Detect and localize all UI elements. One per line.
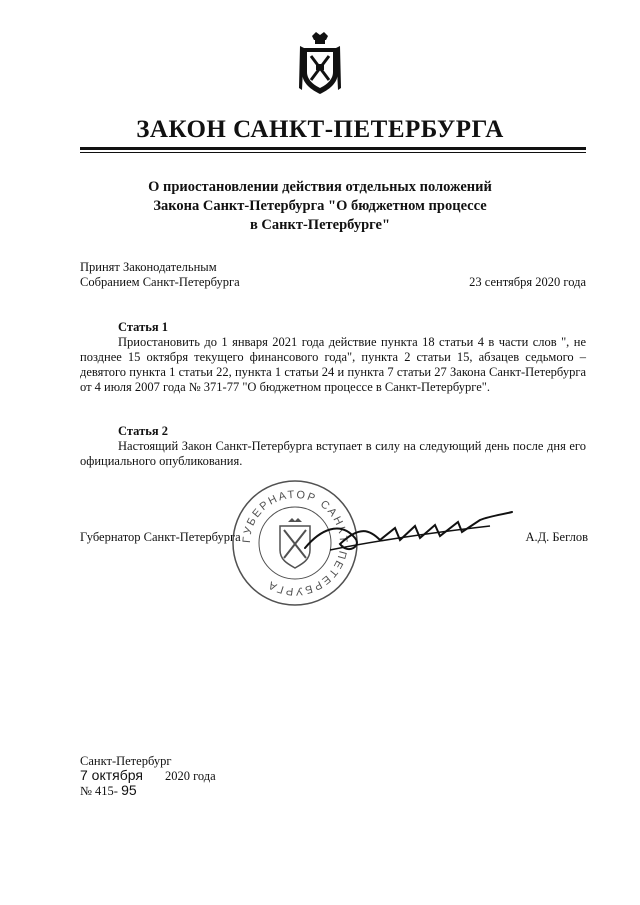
- subject-line: в Санкт-Петербурге": [249, 217, 391, 233]
- article-2-heading: Статья 2: [118, 424, 168, 438]
- adopted-by: [80, 260, 240, 290]
- title-rule-thin: [80, 152, 586, 153]
- signing-place: Санкт-Петербург: [80, 754, 172, 768]
- number-prefix: № 415-: [80, 784, 118, 798]
- article-2-text: Настоящий Закон Санкт-Петербурга вступает в силу на следующий день после дня его официального опубликования.: [80, 439, 586, 468]
- signatory-position: Губернатор Санкт-Петербурга: [80, 530, 241, 544]
- law-title: ЗАКОН САНКТ-ПЕТЕРБУРГА: [136, 116, 504, 143]
- adopted-line: Принят Законодательным: [80, 260, 217, 274]
- article-1-text: Приостановить до 1 января 2021 года действие пункта 18 статьи 4 в части слов ", не позднее 15 октября текущего финансового года", пункта 2 статьи 15, абзацев седьмого – девятого пункта 1 статьи 22, пункта 1 статьи 24 и пункта 7 статьи 27 Закона Санкт-Петербурга от 4 июля 2007 года № 371-77 "О бюджетном процессе в Санкт-Петербурге".: [80, 335, 586, 394]
- signatory-name: А.Д. Беглов: [525, 530, 588, 544]
- coat-of-arms-emblem: [298, 30, 342, 96]
- stamp-text: ГУБЕРНАТОР САНКТ-ПЕТЕРБУРГА: [240, 488, 350, 598]
- subject-line: О приостановлении действия отдельных положений: [148, 179, 492, 195]
- law-subject: [100, 178, 540, 235]
- law-number: [80, 782, 137, 799]
- number-handwritten: 95: [121, 782, 137, 798]
- article-1-heading: Статья 1: [118, 320, 168, 334]
- title-rule-thick: [80, 147, 586, 150]
- date-handwritten: 7 октября: [80, 767, 143, 783]
- adopted-line: Собранием Санкт-Петербурга: [80, 275, 240, 289]
- governor-signature: [300, 500, 515, 570]
- subject-line: Закона Санкт-Петербурга "О бюджетном процессе: [153, 198, 487, 214]
- adoption-date: 23 сентября 2020 года: [469, 275, 586, 289]
- date-suffix: 2020 года: [164, 769, 216, 783]
